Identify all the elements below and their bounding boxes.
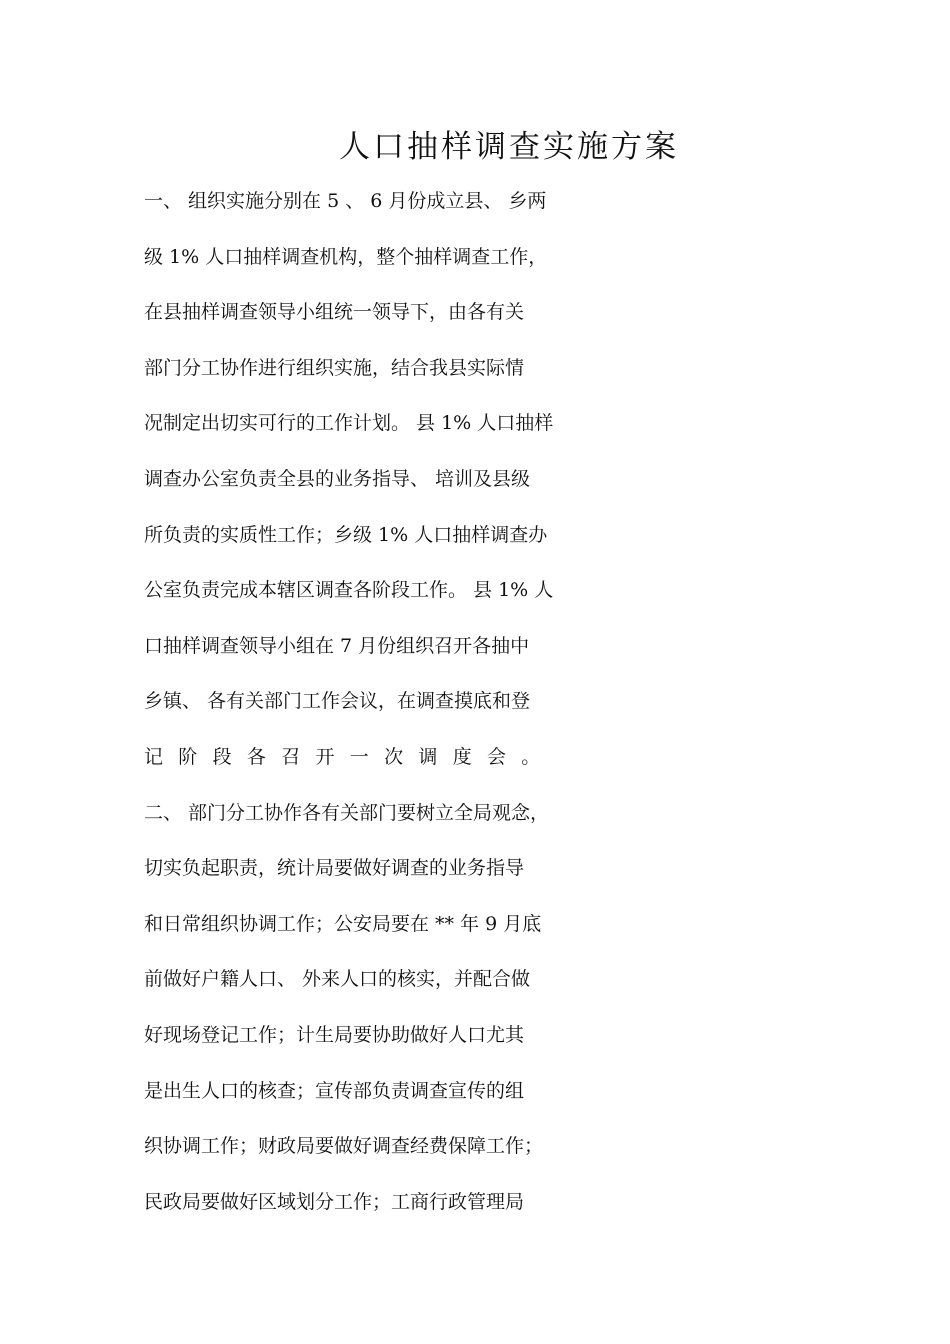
document-body — [144, 183, 834, 1239]
text-line: 和日常组织协调工作；公安局要在 ** 年 9 月底 — [144, 912, 542, 935]
text-line: 级 1% 人口抽样调查机构，整个抽样调查工作， — [144, 245, 548, 268]
text-line: 二、 部门分工协作各有关部门要树立全局观念， — [144, 801, 550, 824]
text-line: 乡镇、 各有关部门工作会议，在调查摸底和登 — [144, 690, 531, 713]
text-line: 公室负责完成本辖区调查各阶段工作。 县 1% 人 — [144, 579, 554, 602]
text-line: 部门分工协作进行组织实施，结合我县实际情 — [144, 356, 525, 379]
text-line: 记阶段各召开一次调度会。 — [144, 745, 556, 768]
document-title: 人口抽样调查实施方案 — [339, 129, 679, 165]
text-line: 调查办公室负责全县的业务指导、 培训及县级 — [144, 467, 531, 490]
text-line: 况制定出切实可行的工作计划。 县 1% 人口抽样 — [144, 412, 554, 435]
text-line: 切实负起职责，统计局要做好调查的业务指导 — [144, 857, 525, 880]
text-line: 口抽样调查领导小组在 7 月份组织召开各抽中 — [144, 634, 530, 657]
text-line: 是出生人口的核查；宣传部负责调查宣传的组 — [144, 1079, 525, 1102]
text-line: 前做好户籍人口、 外来人口的核实，并配合做 — [144, 968, 531, 991]
text-line: 所负责的实质性工作；乡级 1% 人口抽样调查办 — [144, 523, 548, 546]
text-line: 民政局要做好区域划分工作；工商行政管理局 — [144, 1190, 525, 1213]
text-line: 在县抽样调查领导小组统一领导下，由各有关 — [144, 301, 525, 324]
text-line: 一、 组织实施分别在 5 、 6 月份成立县、 乡两 — [144, 190, 547, 212]
text-line: 织协调工作；财政局要做好调查经费保障工作； — [144, 1135, 544, 1158]
text-line: 好现场登记工作；计生局要协助做好人口尤其 — [144, 1023, 525, 1046]
